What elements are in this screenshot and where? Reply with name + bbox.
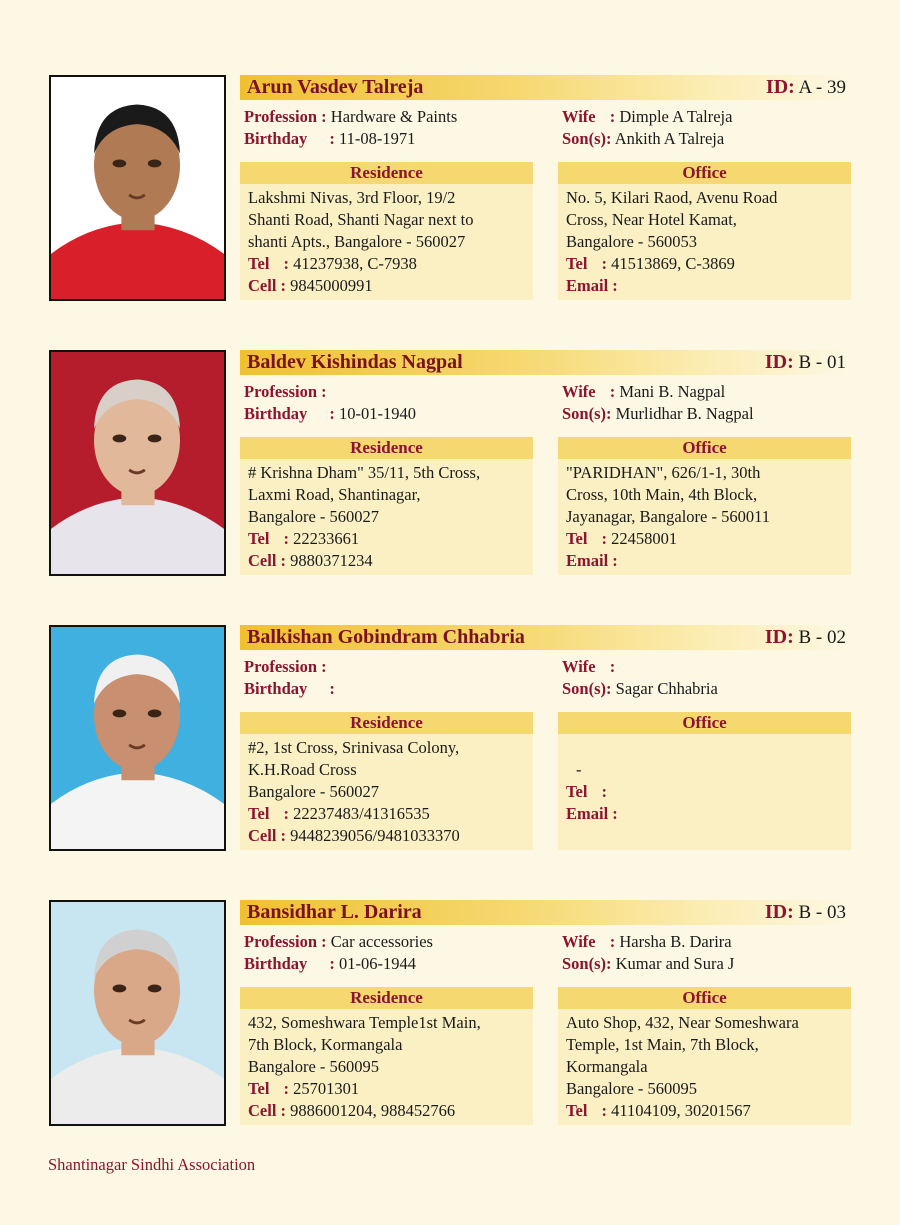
tel-colon: :	[601, 782, 608, 801]
footer-association-name: Shantinagar Sindhi Association	[48, 1155, 256, 1174]
office-address-line: -	[576, 760, 582, 779]
cell-colon: :	[280, 1101, 287, 1120]
office-email-row	[566, 550, 843, 572]
office-tel-row	[566, 1100, 843, 1122]
cell-label: Cell	[248, 826, 277, 845]
sons-row	[562, 403, 754, 425]
profession-row	[244, 931, 433, 953]
tel-colon: :	[283, 254, 290, 273]
member-name-bar	[240, 75, 851, 100]
residence-cell-value: 9448239056/9481033370	[290, 826, 460, 845]
residence-address-line: Bangalore - 560027	[248, 782, 380, 801]
residence-box	[240, 437, 533, 575]
wife-row	[562, 656, 615, 678]
tel-label: Tel	[566, 529, 588, 548]
residence-address-line: #2, 1st Cross, Srinivasa Colony,	[248, 738, 460, 757]
wife-colon: :	[609, 107, 616, 126]
tel-label: Tel	[248, 1079, 270, 1098]
residence-address-line: 7th Block, Kormangala	[248, 1035, 403, 1054]
residence-address-line: Lakshmi Nivas, 3rd Floor, 19/2	[248, 188, 456, 207]
cell-colon: :	[280, 551, 287, 570]
office-address-line: Cross, 10th Main, 4th Block,	[566, 485, 758, 504]
sons-label: Son(s):	[562, 129, 612, 148]
tel-label: Tel	[566, 1101, 588, 1120]
office-address-line: No. 5, Kilari Raod, Avenu Road	[566, 188, 778, 207]
sons-row	[562, 128, 724, 150]
member-name-bar	[240, 625, 851, 650]
birthday-row	[244, 678, 335, 700]
office-address-line: Cross, Near Hotel Kamat,	[566, 210, 737, 229]
birthday-label: Birthday	[244, 679, 308, 698]
residence-box	[240, 712, 533, 850]
member-id	[766, 76, 846, 99]
residence-address-line: Shanti Road, Shanti Nagar next to	[248, 210, 474, 229]
tel-label: Tel	[566, 782, 588, 801]
office-tel-value: 22458001	[611, 529, 678, 548]
profession-label: Profession :	[244, 932, 327, 951]
tel-colon: :	[283, 529, 290, 548]
birthday-label: Birthday	[244, 404, 308, 423]
office-email-row	[566, 803, 843, 825]
member-id	[765, 626, 846, 649]
member-id-value: A - 39	[798, 77, 846, 98]
wife-label: Wife	[562, 382, 596, 401]
residence-cell-value: 9845000991	[290, 276, 373, 295]
office-tel-value: 41513869, C-3869	[611, 254, 735, 273]
member-entry	[0, 75, 900, 305]
member-photo	[49, 625, 226, 851]
member-id-label: ID:	[765, 76, 795, 98]
birthday-value: 10-01-1940	[339, 404, 417, 423]
member-id-value: B - 02	[798, 627, 846, 648]
birthday-value: 11-08-1971	[339, 129, 416, 148]
office-heading: Office	[558, 987, 851, 1009]
member-name: Bansidhar L. Darira	[247, 901, 422, 923]
residence-tel-value: 41237938, C-7938	[293, 254, 417, 273]
residence-tel-row	[248, 803, 525, 825]
residence-tel-value: 25701301	[293, 1079, 360, 1098]
member-id	[765, 901, 846, 924]
member-id-value: B - 01	[798, 352, 846, 373]
wife-row	[562, 106, 732, 128]
cell-label: Cell	[248, 1101, 277, 1120]
profession-row	[244, 381, 327, 403]
member-name: Baldev Kishindas Nagpal	[247, 351, 463, 373]
office-heading: Office	[558, 437, 851, 459]
profession-value: Hardware & Paints	[330, 107, 458, 126]
member-id-label: ID:	[764, 901, 794, 923]
office-tel-row	[566, 528, 843, 550]
sons-label: Son(s):	[562, 404, 612, 423]
residence-address-line: Bangalore - 560027	[248, 507, 380, 526]
office-box	[558, 162, 851, 300]
residence-cell-row	[248, 550, 525, 572]
birthday-colon: :	[329, 129, 335, 148]
member-id-label: ID:	[764, 626, 794, 648]
sons-value: Murlidhar B. Nagpal	[615, 404, 754, 423]
sons-label: Son(s):	[562, 679, 612, 698]
profession-label: Profession :	[244, 382, 327, 401]
residence-cell-row	[248, 1100, 525, 1122]
wife-value: Harsha B. Darira	[619, 932, 732, 951]
member-entry	[0, 625, 900, 855]
residence-tel-row	[248, 253, 525, 275]
tel-colon: :	[601, 254, 608, 273]
sons-value: Kumar and Sura J	[615, 954, 735, 973]
residence-tel-row	[248, 1078, 525, 1100]
office-address-line: "PARIDHAN", 626/1-1, 30th	[566, 463, 761, 482]
birthday-label: Birthday	[244, 954, 308, 973]
residence-heading: Residence	[240, 437, 533, 459]
profession-label: Profession :	[244, 657, 327, 676]
tel-label: Tel	[248, 804, 270, 823]
profession-label: Profession :	[244, 107, 327, 126]
residence-heading: Residence	[240, 987, 533, 1009]
office-address-line: Auto Shop, 432, Near Someshwara	[566, 1013, 799, 1032]
member-name: Balkishan Gobindram Chhabria	[247, 626, 525, 648]
profession-value: Car accessories	[330, 932, 433, 951]
birthday-row	[244, 403, 416, 425]
office-box	[558, 712, 851, 850]
email-label: Email :	[566, 551, 618, 570]
residence-box	[240, 987, 533, 1125]
residence-box	[240, 162, 533, 300]
wife-colon: :	[609, 382, 616, 401]
residence-tel-value: 22233661	[293, 529, 360, 548]
tel-colon: :	[283, 804, 290, 823]
office-email-row	[566, 275, 843, 297]
residence-tel-value: 22237483/41316535	[293, 804, 430, 823]
member-photo	[49, 900, 226, 1126]
residence-cell-value: 9886001204, 988452766	[290, 1101, 456, 1120]
tel-label: Tel	[248, 529, 270, 548]
member-id-value: B - 03	[798, 902, 846, 923]
residence-address-line: 432, Someshwara Temple1st Main,	[248, 1013, 481, 1032]
office-tel-value: 41104109, 30201567	[611, 1101, 751, 1120]
office-heading: Office	[558, 712, 851, 734]
wife-row	[562, 931, 732, 953]
residence-heading: Residence	[240, 162, 533, 184]
member-id	[765, 351, 846, 374]
email-label: Email :	[566, 276, 618, 295]
residence-address-line: K.H.Road Cross	[248, 760, 357, 779]
profession-row	[244, 656, 327, 678]
member-id-label: ID:	[764, 351, 794, 373]
residence-heading: Residence	[240, 712, 533, 734]
wife-colon: :	[609, 932, 616, 951]
office-address-line: Jayanagar, Bangalore - 560011	[566, 507, 770, 526]
member-name-bar	[240, 350, 851, 375]
member-name: Arun Vasdev Talreja	[247, 76, 424, 98]
office-address-line: Temple, 1st Main, 7th Block,	[566, 1035, 759, 1054]
wife-value: Dimple A Talreja	[619, 107, 733, 126]
member-photo	[49, 75, 226, 301]
cell-label: Cell	[248, 276, 277, 295]
residence-cell-value: 9880371234	[290, 551, 373, 570]
birthday-colon: :	[329, 954, 335, 973]
tel-colon: :	[283, 1079, 290, 1098]
office-tel-row	[566, 253, 843, 275]
birthday-row	[244, 128, 415, 150]
sons-value: Ankith A Talreja	[614, 129, 725, 148]
wife-row	[562, 381, 725, 403]
residence-address-line: # Krishna Dham" 35/11, 5th Cross,	[248, 463, 481, 482]
office-address-line: Bangalore - 560053	[566, 232, 698, 251]
office-box	[558, 437, 851, 575]
cell-label: Cell	[248, 551, 277, 570]
office-address-line	[566, 737, 843, 759]
cell-colon: :	[280, 826, 287, 845]
residence-tel-row	[248, 528, 525, 550]
office-tel-row	[566, 781, 843, 803]
office-box	[558, 987, 851, 1125]
wife-label: Wife	[562, 107, 596, 126]
member-entry	[0, 350, 900, 580]
email-label: Email :	[566, 804, 618, 823]
sons-row	[562, 953, 734, 975]
birthday-row	[244, 953, 416, 975]
member-entry	[0, 900, 900, 1130]
tel-label: Tel	[566, 254, 588, 273]
residence-cell-row	[248, 825, 525, 847]
member-photo	[49, 350, 226, 576]
member-name-bar	[240, 900, 851, 925]
wife-label: Wife	[562, 932, 596, 951]
office-address-line: Bangalore - 560095	[566, 1079, 698, 1098]
residence-address-line: Bangalore - 560095	[248, 1057, 380, 1076]
tel-colon: :	[601, 529, 608, 548]
sons-label: Son(s):	[562, 954, 612, 973]
wife-label: Wife	[562, 657, 596, 676]
office-address-line: Kormangala	[566, 1057, 648, 1076]
residence-cell-row	[248, 275, 525, 297]
sons-row	[562, 678, 718, 700]
birthday-colon: :	[329, 679, 335, 698]
birthday-colon: :	[329, 404, 335, 423]
tel-colon: :	[601, 1101, 608, 1120]
residence-address-line: shanti Apts., Bangalore - 560027	[248, 232, 466, 251]
profession-row	[244, 106, 457, 128]
wife-value: Mani B. Nagpal	[619, 382, 726, 401]
residence-address-line: Laxmi Road, Shantinagar,	[248, 485, 421, 504]
sons-value: Sagar Chhabria	[615, 679, 718, 698]
cell-colon: :	[280, 276, 287, 295]
tel-label: Tel	[248, 254, 270, 273]
wife-colon: :	[609, 657, 616, 676]
office-heading: Office	[558, 162, 851, 184]
birthday-value: 01-06-1944	[339, 954, 417, 973]
birthday-label: Birthday	[244, 129, 308, 148]
